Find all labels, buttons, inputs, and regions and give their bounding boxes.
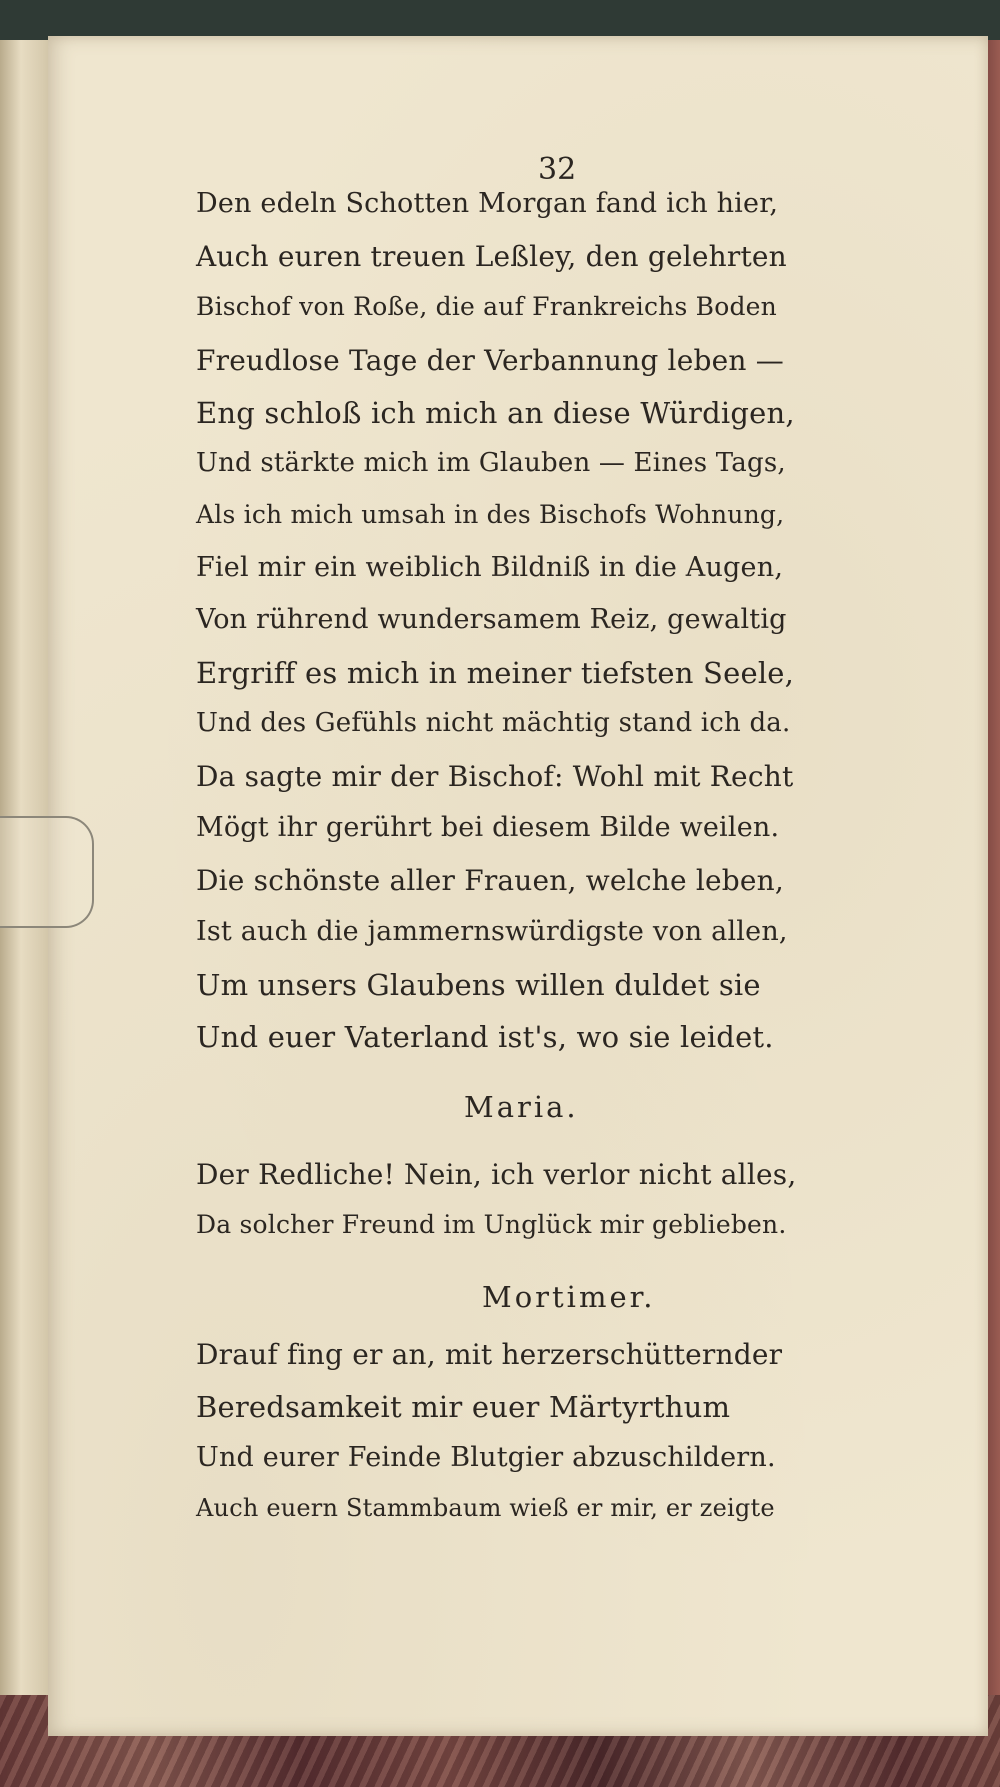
speaker-name-maria: Maria. bbox=[464, 1090, 579, 1124]
verse-line: Da sagte mir der Bischof: Wohl mit Recht bbox=[196, 760, 794, 793]
page-number: 32 bbox=[538, 152, 577, 187]
verse-line: Den edeln Schotten Morgan fand ich hier, bbox=[196, 188, 779, 219]
verse-line: Der Redliche! Nein, ich verlor nicht alles, bbox=[196, 1158, 797, 1191]
verse-line: Fiel mir ein weiblich Bildniß in die Augen, bbox=[196, 552, 784, 583]
verse-line: Von rührend wundersamem Reiz, gewaltig bbox=[196, 604, 787, 635]
verse-line: Und euer Vaterland ist's, wo sie leidet. bbox=[196, 1020, 774, 1054]
verse-line: Mögt ihr gerührt bei diesem Bilde weilen. bbox=[196, 812, 780, 843]
verse-line: Und stärkte mich im Glauben — Eines Tags, bbox=[196, 448, 786, 478]
verse-line: Eng schloß ich mich an diese Würdigen, bbox=[196, 396, 795, 430]
verse-line: Drauf fing er an, mit herzerschütternder bbox=[196, 1338, 783, 1371]
verse-line: Ergriff es mich in meiner tiefsten Seele, bbox=[196, 656, 795, 690]
verse-line: Beredsamkeit mir euer Märtyrthum bbox=[196, 1390, 731, 1424]
verse-line: Da solcher Freund im Unglück mir geblieben. bbox=[196, 1210, 787, 1239]
verse-line: Freudlose Tage der Verbannung leben — bbox=[196, 344, 784, 377]
verse-line: Auch euern Stammbaum wieß er mir, er zeigte bbox=[196, 1494, 775, 1522]
verse-line: Als ich mich umsah in des Bischofs Wohnung, bbox=[196, 500, 785, 529]
verse-line: Auch euren treuen Leßley, den gelehrten bbox=[196, 240, 787, 273]
verse-line: Ist auch die jammernswürdigste von allen, bbox=[196, 916, 788, 947]
verse-line: Die schönste aller Frauen, welche leben, bbox=[196, 864, 784, 897]
verse-line: Um unsers Glaubens willen duldet sie bbox=[196, 968, 761, 1002]
speaker-name-mortimer: Mortimer. bbox=[482, 1280, 656, 1314]
verse-line: Bischof von Roße, die auf Frankreichs Boden bbox=[196, 292, 777, 321]
verse-line: Und des Gefühls nicht mächtig stand ich da. bbox=[196, 708, 791, 738]
bookmark-tab bbox=[0, 816, 94, 928]
verse-line: Und eurer Feinde Blutgier abzuschildern. bbox=[196, 1442, 776, 1473]
